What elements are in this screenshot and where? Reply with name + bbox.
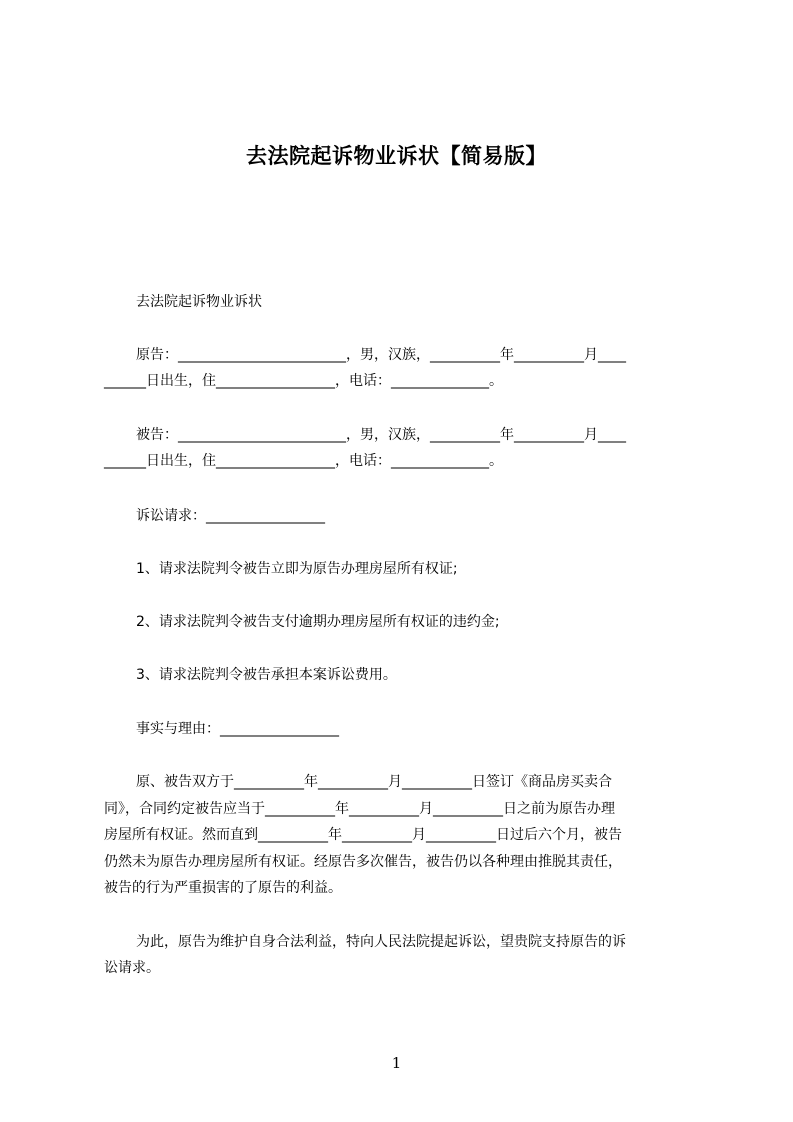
claim-item: 2、请求法院判令被告支付逾期办理房屋所有权证的违约金; (136, 614, 500, 630)
subtitle: 去法院起诉物业诉状 (136, 294, 262, 310)
claim-item: 1、请求法院判令被告立即为原告办理房屋所有权证; (136, 561, 458, 577)
claim-item: 3、请求法院判令被告承担本案诉讼费用。 (136, 667, 397, 683)
facts-line: 同》，合同约定被告应当于__________年__________月__________日之前为原告办理 (104, 801, 615, 817)
plaintiff-line-2: ______日出生，住_________________，电话：______________。 (104, 373, 503, 389)
facts-line: 被告的行为严重损害的了原告的利益。 (104, 880, 342, 896)
conclusion-line: 讼请求。 (104, 960, 160, 976)
page-number: 1 (391, 1054, 402, 1072)
conclusion-line: 为此，原告为维护自身合法利益，特向人民法院提起诉讼，望贵院支持原告的诉 (136, 934, 626, 950)
plaintiff-line-1: 原告：________________________，男，汉族，__________年__________月____ (136, 347, 626, 363)
facts-line: 房屋所有权证。然而直到__________年__________月__________日过后六个月，被告 (104, 827, 622, 843)
facts-heading: 事实与理由：_________________ (136, 721, 339, 737)
claims-heading: 诉讼请求：_________________ (136, 508, 325, 524)
facts-line: 原、被告双方于__________年__________月__________日签订《商品房买卖合 (136, 774, 612, 790)
document-title: 去法院起诉物业诉状【简易版】 (246, 144, 547, 168)
defendant-line-1: 被告：________________________，男，汉族，__________年__________月____ (136, 427, 626, 443)
defendant-line-2: ______日出生，住_________________，电话：______________。 (104, 453, 503, 469)
facts-line: 仍然未为原告办理房屋所有权证。经原告多次催告，被告仍以各种理由推脱其责任， (104, 854, 622, 870)
